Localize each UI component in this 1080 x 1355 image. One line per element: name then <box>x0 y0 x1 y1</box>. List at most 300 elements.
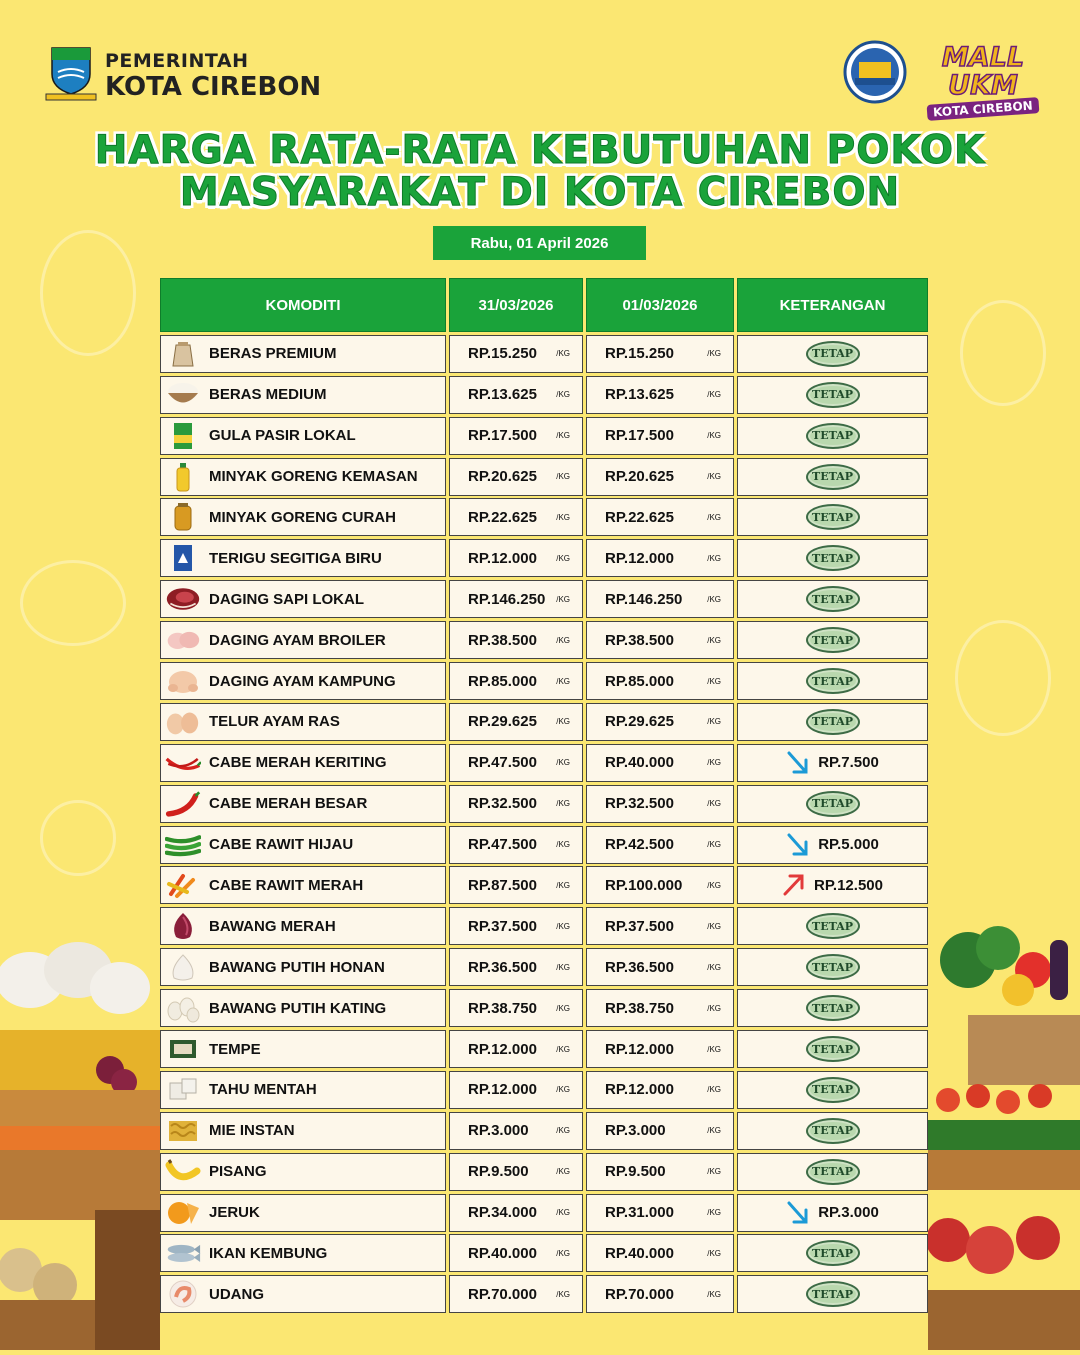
table-row <box>160 1071 928 1109</box>
header-note: KETERANGAN <box>737 278 928 332</box>
price-unit: /KG <box>556 594 570 604</box>
price-table <box>160 278 928 1313</box>
note-cell <box>737 1030 928 1068</box>
tetap-stamp: TETAP <box>806 504 860 530</box>
note-cell <box>737 498 928 536</box>
price-unit: /KG <box>556 1208 570 1218</box>
price-cell-date-b <box>586 417 734 455</box>
red-chili-icon <box>165 748 201 778</box>
price-value: RP.12.000 <box>468 1040 537 1058</box>
note-cell <box>737 335 928 373</box>
green-chili-icon <box>165 830 201 860</box>
table-row <box>160 1275 928 1313</box>
price-value: RP.12.000 <box>605 1081 674 1099</box>
price-cell-date-b <box>586 907 734 945</box>
price-value: RP.37.500 <box>468 917 537 935</box>
commodity-cell <box>160 1234 446 1272</box>
price-value: RP.87.500 <box>468 876 537 894</box>
price-value: RP.38.500 <box>468 631 537 649</box>
price-value: RP.31.000 <box>605 1204 674 1222</box>
price-value: RP.13.625 <box>605 386 674 404</box>
commodity-name: TAHU MENTAH <box>209 1081 317 1099</box>
note-cell <box>737 1234 928 1272</box>
note-cell <box>737 580 928 618</box>
background-doodle <box>20 560 126 646</box>
price-cell-date-b <box>586 1030 734 1068</box>
price-value: RP.38.750 <box>605 999 674 1017</box>
price-cell-date-a <box>449 1071 583 1109</box>
price-value: RP.29.625 <box>605 713 674 731</box>
price-decrease <box>786 750 879 776</box>
change-value: RP.3.000 <box>818 1204 879 1222</box>
price-cell-date-a <box>449 539 583 577</box>
rice-sack-icon <box>165 339 201 369</box>
tetap-stamp: TETAP <box>806 709 860 735</box>
oil-bottle-icon <box>165 462 201 492</box>
eggs-icon <box>165 707 201 737</box>
produce-stall-right-illustration <box>928 920 1080 1350</box>
price-unit: /KG <box>556 390 570 400</box>
price-cell-date-a <box>449 744 583 782</box>
price-cell-date-a <box>449 458 583 496</box>
price-value: RP.146.250 <box>468 590 546 608</box>
down-arrow-icon <box>786 832 818 858</box>
tetap-stamp: TETAP <box>806 423 860 449</box>
price-unit: /KG <box>556 1085 570 1095</box>
note-cell <box>737 458 928 496</box>
table-row <box>160 948 928 986</box>
table-body <box>160 335 928 1313</box>
commodity-cell <box>160 1071 446 1109</box>
price-cell-date-a <box>449 1234 583 1272</box>
rice-bowl-icon <box>165 380 201 410</box>
table-row <box>160 376 928 414</box>
commodity-name: CABE RAWIT MERAH <box>209 876 364 894</box>
price-value: RP.12.000 <box>605 549 674 567</box>
change-value: RP.7.500 <box>818 754 879 772</box>
price-value: RP.3.000 <box>605 1122 666 1140</box>
price-value: RP.15.250 <box>605 345 674 363</box>
price-unit: /KG <box>707 390 721 400</box>
commodity-name: BAWANG MERAH <box>209 917 336 935</box>
price-unit: /KG <box>556 431 570 441</box>
price-unit: /KG <box>556 921 570 931</box>
price-cell-date-a <box>449 1153 583 1191</box>
tetap-stamp: TETAP <box>806 545 860 571</box>
orange-icon <box>165 1198 201 1228</box>
price-value: RP.146.250 <box>605 590 683 608</box>
price-value: RP.70.000 <box>468 1285 537 1303</box>
price-cell-date-a <box>449 1194 583 1232</box>
price-value: RP.47.500 <box>468 836 537 854</box>
price-value: RP.40.000 <box>605 1244 674 1262</box>
commodity-cell <box>160 1275 446 1313</box>
header-commodity: KOMODITI <box>160 278 446 332</box>
note-cell <box>737 1153 928 1191</box>
note-cell <box>737 539 928 577</box>
page-title <box>60 130 1020 214</box>
tetap-stamp: TETAP <box>806 1077 860 1103</box>
cirebon-city-emblem <box>44 44 98 102</box>
price-unit: /KG <box>556 1167 570 1177</box>
price-value: RP.37.500 <box>605 917 674 935</box>
up-arrow-icon <box>782 872 806 898</box>
garlic-icon <box>165 952 201 982</box>
table-row <box>160 621 928 659</box>
commodity-cell <box>160 989 446 1027</box>
price-cell-date-b <box>586 1153 734 1191</box>
price-unit: /KG <box>707 1289 721 1299</box>
price-unit: /KG <box>707 1003 721 1013</box>
price-unit: /KG <box>707 921 721 931</box>
mall-ukm-logo <box>918 44 1048 118</box>
chicken-meat-icon <box>165 625 201 655</box>
price-value: RP.12.000 <box>605 1040 674 1058</box>
price-cell-date-b <box>586 1194 734 1232</box>
price-cell-date-a <box>449 580 583 618</box>
tetap-stamp: TETAP <box>806 913 860 939</box>
price-cell-date-b <box>586 785 734 823</box>
price-cell-date-b <box>586 948 734 986</box>
oil-jar-icon <box>165 502 201 532</box>
table-row <box>160 662 928 700</box>
price-value: RP.17.500 <box>468 427 537 445</box>
price-cell-date-b <box>586 335 734 373</box>
price-decrease <box>786 832 879 858</box>
commodity-name: MIE INSTAN <box>209 1122 295 1140</box>
tetap-stamp: TETAP <box>806 1281 860 1307</box>
shrimp-icon <box>165 1279 201 1309</box>
price-unit: /KG <box>556 635 570 645</box>
flour-pack-icon <box>165 543 201 573</box>
commodity-cell <box>160 1112 446 1150</box>
tetap-stamp: TETAP <box>806 341 860 367</box>
price-cell-date-a <box>449 417 583 455</box>
note-cell <box>737 376 928 414</box>
price-unit: /KG <box>707 880 721 890</box>
price-value: RP.12.000 <box>468 1081 537 1099</box>
price-cell-date-b <box>586 539 734 577</box>
commodity-cell <box>160 458 446 496</box>
price-value: RP.47.500 <box>468 754 537 772</box>
price-cell-date-b <box>586 703 734 741</box>
price-cell-date-b <box>586 458 734 496</box>
price-cell-date-b <box>586 621 734 659</box>
note-cell <box>737 621 928 659</box>
price-unit: /KG <box>556 553 570 563</box>
table-row <box>160 1153 928 1191</box>
table-row <box>160 1194 928 1232</box>
down-arrow-icon <box>786 750 810 776</box>
table-row <box>160 417 928 455</box>
price-value: RP.32.500 <box>468 795 537 813</box>
note-cell <box>737 785 928 823</box>
price-value: RP.85.000 <box>605 672 674 690</box>
commodity-cell <box>160 826 446 864</box>
price-unit: /KG <box>556 880 570 890</box>
price-unit: /KG <box>707 431 721 441</box>
price-unit: /KG <box>556 472 570 482</box>
price-unit: /KG <box>556 1044 570 1054</box>
commodity-cell <box>160 1194 446 1232</box>
price-unit: /KG <box>707 1085 721 1095</box>
price-unit: /KG <box>707 840 721 850</box>
price-value: RP.12.000 <box>468 549 537 567</box>
down-arrow-icon <box>786 1200 818 1226</box>
price-unit: /KG <box>556 1126 570 1136</box>
note-cell <box>737 703 928 741</box>
tetap-stamp: TETAP <box>806 586 860 612</box>
commodity-cell <box>160 703 446 741</box>
price-value: RP.20.625 <box>605 468 674 486</box>
price-unit: /KG <box>707 1208 721 1218</box>
price-cell-date-a <box>449 1030 583 1068</box>
tetap-stamp: TETAP <box>806 382 860 408</box>
price-cell-date-a <box>449 826 583 864</box>
page-title-line2: MASYARAKAT DI KOTA CIREBON <box>179 170 901 215</box>
commodity-cell <box>160 1153 446 1191</box>
commodity-cell <box>160 376 446 414</box>
commodity-name: DAGING SAPI LOKAL <box>209 590 365 608</box>
price-cell-date-b <box>586 1234 734 1272</box>
price-unit: /KG <box>556 758 570 768</box>
fish-icon <box>165 1238 201 1268</box>
commodity-name: MINYAK GORENG CURAH <box>209 508 396 526</box>
price-value: RP.40.000 <box>468 1244 537 1262</box>
commodity-name: JERUK <box>209 1204 260 1222</box>
price-cell-date-b <box>586 1071 734 1109</box>
price-unit: /KG <box>707 1044 721 1054</box>
table-row <box>160 744 928 782</box>
tetap-stamp: TETAP <box>806 627 860 653</box>
price-value: RP.40.000 <box>605 754 674 772</box>
table-header <box>160 278 928 332</box>
commodity-name: DAGING AYAM BROILER <box>209 631 386 649</box>
commodity-name: BAWANG PUTIH KATING <box>209 999 387 1017</box>
price-value: RP.3.000 <box>468 1122 529 1140</box>
page-title-line1: HARGA RATA-RATA KEBUTUHAN POKOK <box>94 128 986 173</box>
table-row <box>160 1030 928 1068</box>
note-cell <box>737 1275 928 1313</box>
commodity-name: GULA PASIR LOKAL <box>209 427 356 445</box>
tetap-stamp: TETAP <box>806 791 860 817</box>
note-cell <box>737 989 928 1027</box>
government-line1: PEMERINTAH <box>105 50 249 72</box>
bird-chili-icon <box>165 870 201 900</box>
commodity-name: BERAS PREMIUM <box>209 345 337 363</box>
table-row <box>160 907 928 945</box>
table-row <box>160 498 928 536</box>
commodity-cell <box>160 1030 446 1068</box>
price-unit: /KG <box>707 799 721 809</box>
price-unit: /KG <box>556 840 570 850</box>
background-doodle <box>40 800 116 876</box>
note-cell <box>737 866 928 904</box>
big-chili-icon <box>165 789 201 819</box>
price-unit: /KG <box>707 594 721 604</box>
commodity-cell <box>160 539 446 577</box>
price-value: RP.9.500 <box>468 1163 529 1181</box>
price-unit: /KG <box>707 962 721 972</box>
commodity-cell <box>160 948 446 986</box>
banana-icon <box>165 1157 201 1187</box>
table-row <box>160 989 928 1027</box>
background-doodle <box>955 620 1051 736</box>
price-value: RP.38.750 <box>468 999 537 1017</box>
price-cell-date-b <box>586 989 734 1027</box>
table-row <box>160 580 928 618</box>
price-unit: /KG <box>707 1167 721 1177</box>
price-value: RP.42.500 <box>605 836 674 854</box>
table-row <box>160 1112 928 1150</box>
commodity-cell <box>160 335 446 373</box>
change-value: RP.5.000 <box>818 836 879 854</box>
commodity-name: IKAN KEMBUNG <box>209 1244 328 1262</box>
price-unit: /KG <box>707 472 721 482</box>
price-cell-date-a <box>449 1112 583 1150</box>
price-value: RP.70.000 <box>605 1285 674 1303</box>
price-cell-date-b <box>586 498 734 536</box>
tetap-stamp: TETAP <box>806 668 860 694</box>
note-cell <box>737 662 928 700</box>
price-cell-date-a <box>449 907 583 945</box>
produce-stall-left-illustration <box>0 940 160 1350</box>
price-value: RP.22.625 <box>468 508 537 526</box>
table-row <box>160 826 928 864</box>
down-arrow-icon <box>786 1200 810 1226</box>
commodity-name: BAWANG PUTIH HONAN <box>209 958 385 976</box>
commodity-cell <box>160 662 446 700</box>
price-unit: /KG <box>707 635 721 645</box>
tetap-stamp: TETAP <box>806 464 860 490</box>
background-doodle <box>960 300 1046 406</box>
down-arrow-icon <box>786 832 810 858</box>
price-unit: /KG <box>556 676 570 686</box>
price-cell-date-a <box>449 662 583 700</box>
tetap-stamp: TETAP <box>806 995 860 1021</box>
price-unit: /KG <box>707 758 721 768</box>
tetap-stamp: TETAP <box>806 1159 860 1185</box>
price-unit: /KG <box>707 1248 721 1258</box>
price-cell-date-a <box>449 989 583 1027</box>
commodity-name: UDANG <box>209 1285 264 1303</box>
price-value: RP.9.500 <box>605 1163 666 1181</box>
commodity-name: MINYAK GORENG KEMASAN <box>209 468 418 486</box>
mall-logo-line1: MALL UKM <box>941 42 1025 101</box>
up-arrow-icon <box>782 872 814 898</box>
price-value: RP.13.625 <box>468 386 537 404</box>
commodity-cell <box>160 907 446 945</box>
price-value: RP.34.000 <box>468 1204 537 1222</box>
tetap-stamp: TETAP <box>806 954 860 980</box>
noodle-icon <box>165 1116 201 1146</box>
note-cell <box>737 1112 928 1150</box>
note-cell <box>737 948 928 986</box>
price-unit: /KG <box>556 512 570 522</box>
commodity-name: CABE MERAH KERITING <box>209 754 387 772</box>
table-row <box>160 1234 928 1272</box>
price-cell-date-a <box>449 376 583 414</box>
price-increase <box>782 872 883 898</box>
price-cell-date-b <box>586 580 734 618</box>
price-unit: /KG <box>556 799 570 809</box>
tetap-stamp: TETAP <box>806 1036 860 1062</box>
tetap-stamp: TETAP <box>806 1118 860 1144</box>
price-value: RP.36.500 <box>468 958 537 976</box>
price-unit: /KG <box>707 717 721 727</box>
price-cell-date-b <box>586 376 734 414</box>
tetap-stamp: TETAP <box>806 1240 860 1266</box>
commodity-cell <box>160 580 446 618</box>
commodity-cell <box>160 417 446 455</box>
sugar-pack-icon <box>165 421 201 451</box>
header-date-a: 31/03/2026 <box>449 278 583 332</box>
commodity-cell <box>160 785 446 823</box>
price-unit: /KG <box>556 1289 570 1299</box>
price-cell-date-b <box>586 662 734 700</box>
commodity-cell <box>160 744 446 782</box>
commodity-cell <box>160 498 446 536</box>
price-cell-date-b <box>586 826 734 864</box>
note-cell <box>737 417 928 455</box>
note-cell <box>737 826 928 864</box>
commodity-name: TERIGU SEGITIGA BIRU <box>209 549 382 567</box>
table-row <box>160 866 928 904</box>
price-value: RP.17.500 <box>605 427 674 445</box>
price-unit: /KG <box>556 962 570 972</box>
price-value: RP.100.000 <box>605 876 683 894</box>
commodity-cell <box>160 621 446 659</box>
whole-chicken-icon <box>165 666 201 696</box>
government-line2: KOTA CIREBON <box>105 72 322 102</box>
price-unit: /KG <box>556 1003 570 1013</box>
price-cell-date-a <box>449 948 583 986</box>
table-row <box>160 785 928 823</box>
header-date-b: 01/03/2026 <box>586 278 734 332</box>
price-cell-date-a <box>449 621 583 659</box>
table-row <box>160 335 928 373</box>
price-value: RP.85.000 <box>468 672 537 690</box>
background-doodle <box>40 230 136 356</box>
price-value: RP.38.500 <box>605 631 674 649</box>
tofu-icon <box>165 1075 201 1105</box>
table-row <box>160 539 928 577</box>
price-value: RP.15.250 <box>468 345 537 363</box>
commodity-cell <box>160 866 446 904</box>
date-badge: Rabu, 01 April 2026 <box>433 226 646 260</box>
tempeh-icon <box>165 1034 201 1064</box>
commodity-name: TEMPE <box>209 1040 261 1058</box>
note-cell <box>737 907 928 945</box>
shallot-icon <box>165 911 201 941</box>
note-cell <box>737 744 928 782</box>
price-unit: /KG <box>556 1248 570 1258</box>
price-value: RP.32.500 <box>605 795 674 813</box>
price-unit: /KG <box>556 717 570 727</box>
table-row <box>160 458 928 496</box>
commodity-name: TELUR AYAM RAS <box>209 713 340 731</box>
price-value: RP.20.625 <box>468 468 537 486</box>
price-decrease <box>786 1200 879 1226</box>
commodity-name: CABE RAWIT HIJAU <box>209 836 354 854</box>
price-unit: /KG <box>707 676 721 686</box>
commodity-name: BERAS MEDIUM <box>209 386 327 404</box>
commodity-name: DAGING AYAM KAMPUNG <box>209 672 396 690</box>
price-unit: /KG <box>707 553 721 563</box>
beef-icon <box>165 584 201 614</box>
price-cell-date-a <box>449 785 583 823</box>
price-value: RP.22.625 <box>605 508 674 526</box>
